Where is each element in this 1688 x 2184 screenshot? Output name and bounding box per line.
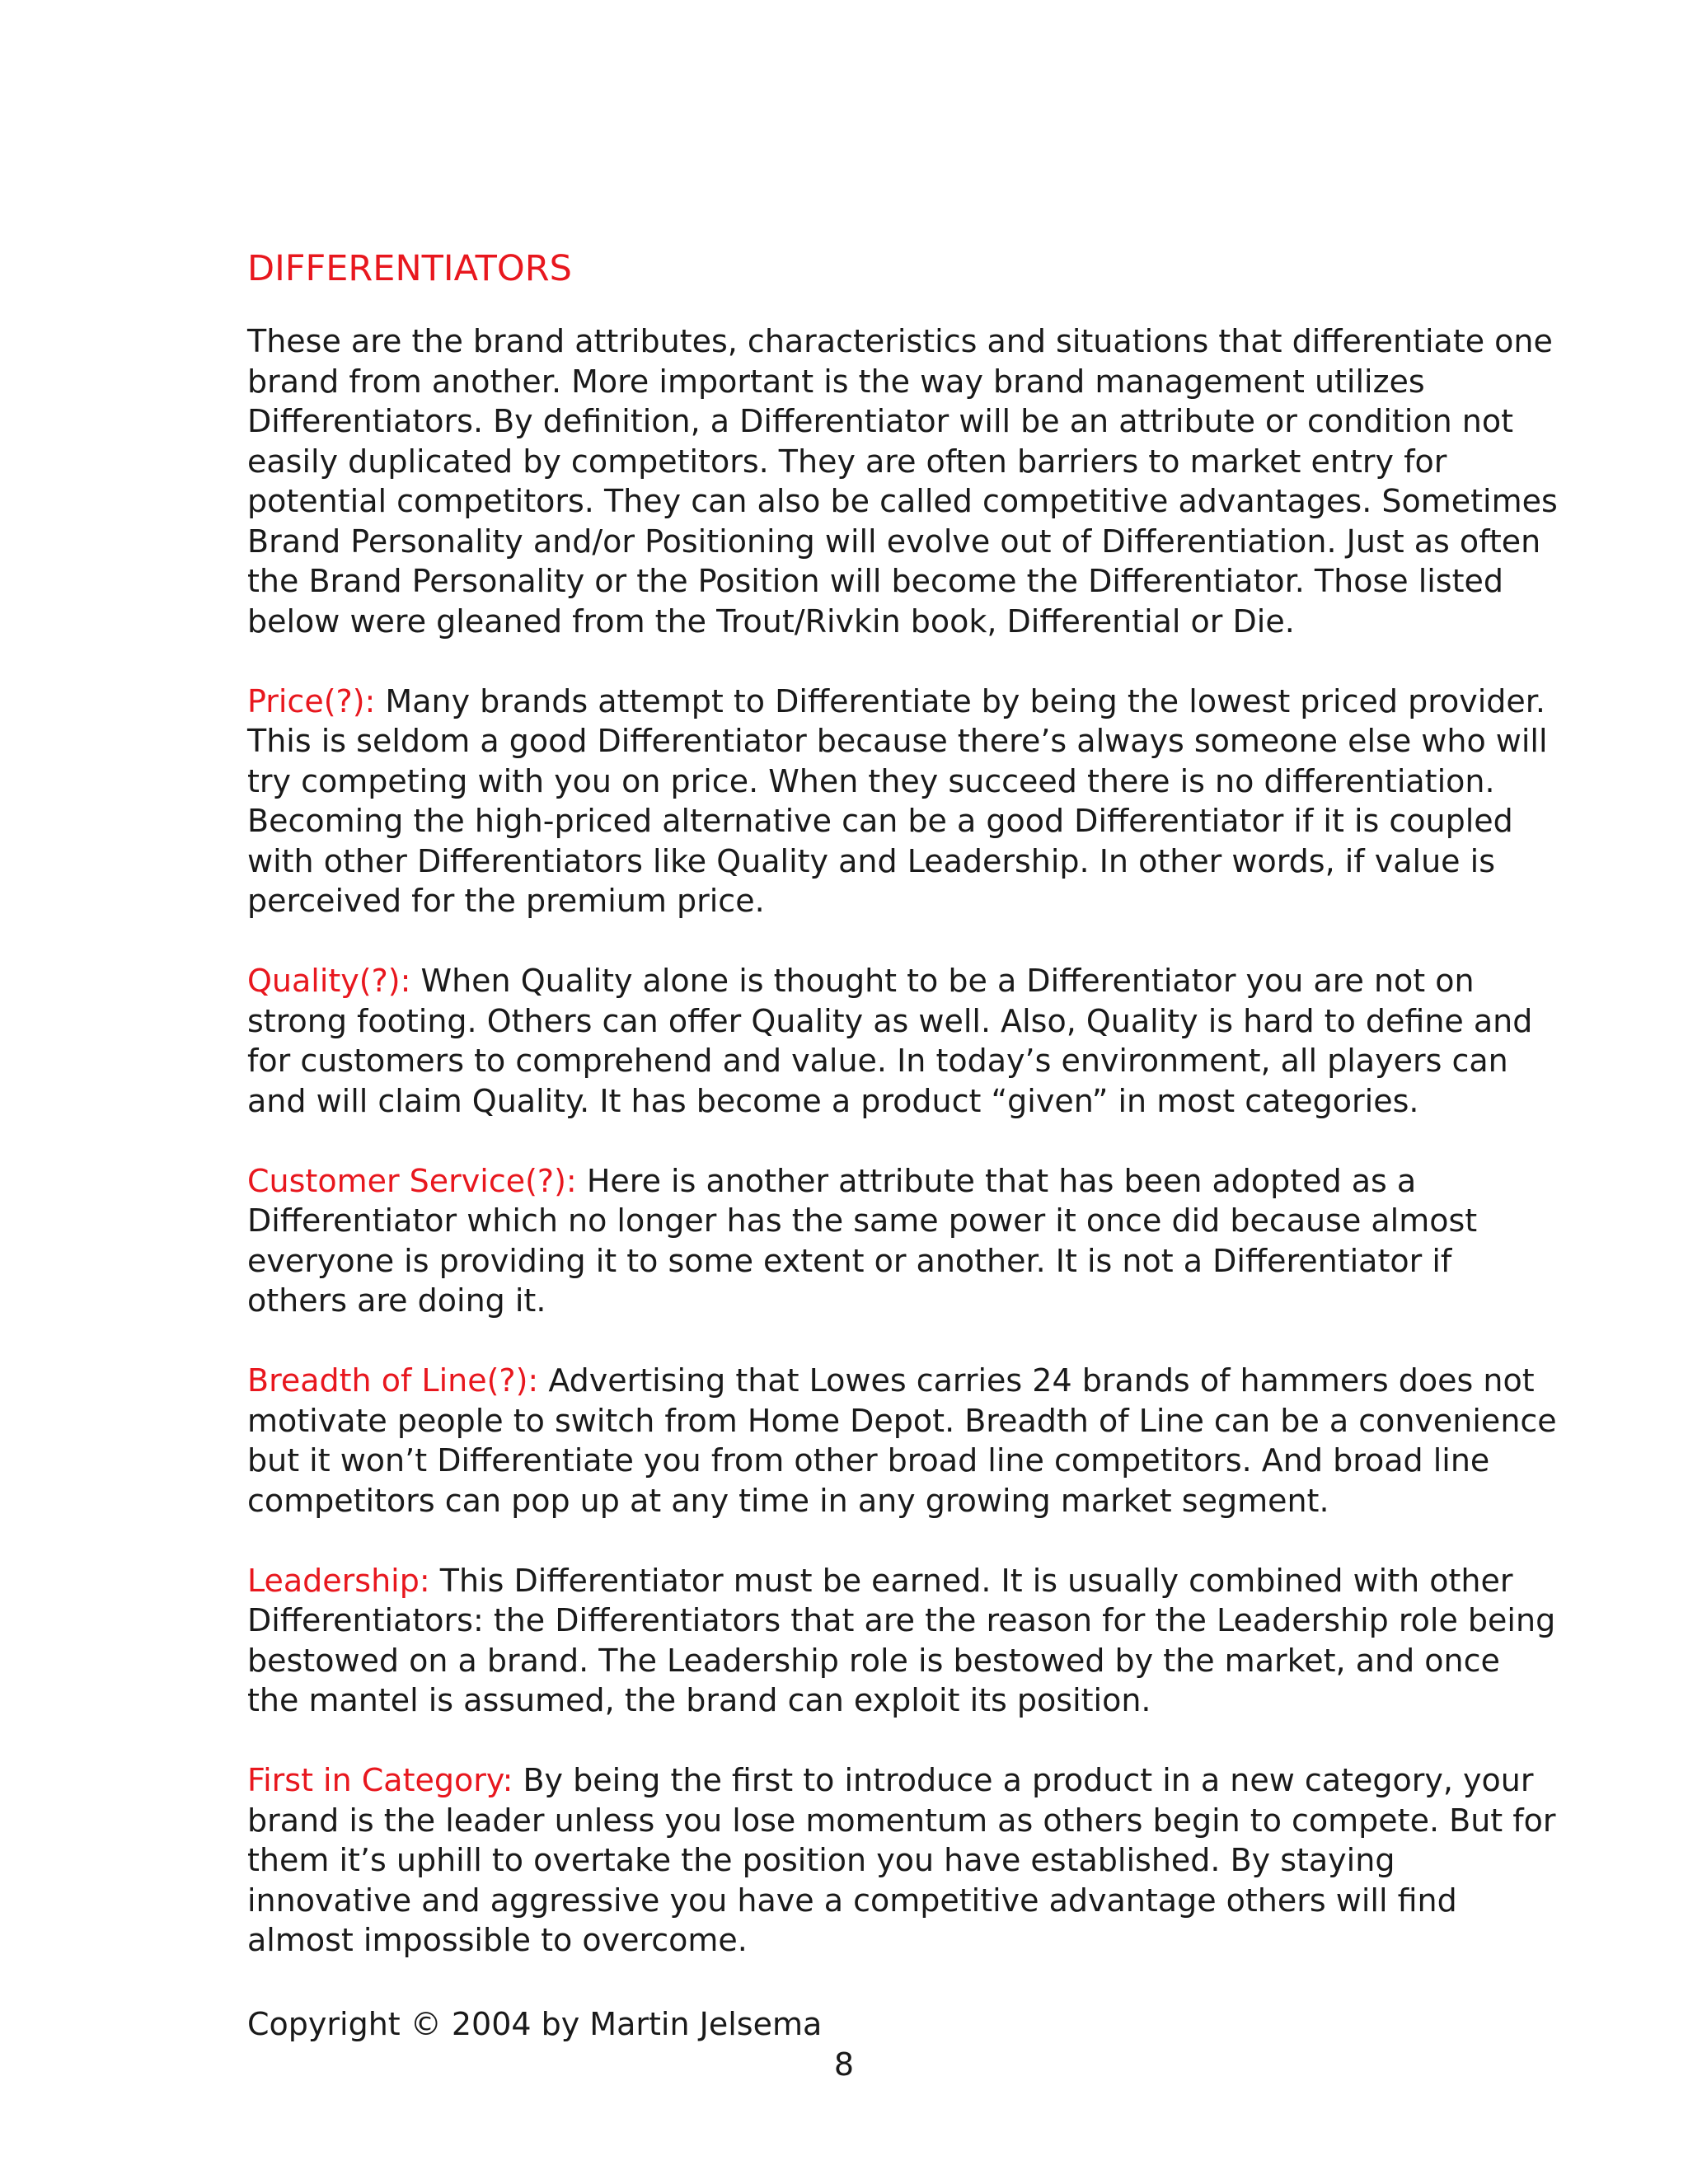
section-text: This Differentiator must be earned. It is usually combined with other Differentiators: the Differentiators that are the reason for the Leadership role being bestowed on a brand. The Leadership role is bestowed by the market, and once the mantel is assumed, the brand can exploit its position. — [247, 1562, 1556, 1718]
section-term: First in Category: — [247, 1762, 513, 1798]
section-term: Breadth of Line(?): — [247, 1362, 539, 1399]
section-term: Leadership: — [247, 1562, 430, 1599]
copyright-footer: Copyright © 2004 by Martin Jelsema — [247, 2006, 823, 2042]
section-quality — [247, 961, 1558, 1121]
section-price — [247, 682, 1558, 921]
section-text: Advertising that Lowes carries 24 brands of hammers does not motivate people to switch from Home Depot. Breadth of Line can be a convenience but it won’t Differentiate you from other broad line competitors. And broad line competitors can pop up at any time in any growing market segment. — [247, 1362, 1557, 1519]
section-term: Quality(?): — [247, 963, 411, 999]
page-number: 8 — [833, 2046, 855, 2083]
section-text: When Quality alone is thought to be a Differentiator you are not on strong footing. Others can offer Quality as well. Also, Quality is hard to define and for customers to comprehend and value. In today’s environment, all players can and will claim Quality. It has become a product “given” in most categories. — [247, 963, 1533, 1119]
section-term: Customer Service(?): — [247, 1162, 577, 1199]
page-heading: DIFFERENTIATORS — [247, 248, 572, 289]
section-text: Here is another attribute that has been adopted as a Differentiator which no longer has the same power it once did because almost everyone is providing it to some extent or another. It is not a Differentiator if others are doing it. — [247, 1162, 1478, 1319]
section-text: Many brands attempt to Differentiate by being the lowest priced provider. This is seldom a good Differentiator because there’s always someone else who will try competing with you on price. When they succeed there is no differentiation. Becoming the high-priced alternative can be a good Differentiator if it is coupled with other Differentiators like Quality and Leadership. In other words, if value is perceived for the premium price. — [247, 682, 1548, 919]
section-text: By being the first to introduce a product in a new category, your brand is the leader unless you lose momentum as others begin to compete. But for them it’s uphill to overtake the position you have established. By staying innovative and aggressive you have a competitive advantage others will find almost impossible to overcome. — [247, 1762, 1556, 1958]
section-term: Price(?): — [247, 682, 376, 719]
intro-paragraph: These are the brand attributes, characteristics and situations that differentiate one brand from another. More important is the way brand management utilizes Differentiators. By definition, a Differentiator will be an attribute or condition not easily duplicated by competitors. They are often barriers to market entry for potential competitors. They can also be called competitive advantages. Sometimes Brand Personality and/or Positioning will evolve out of Differentiation. Just as often the Brand Personality or the Position will become the Differentiator. Those listed below were gleaned from the Trout/Rivkin book, Differential or Die. — [247, 323, 1558, 640]
section-customer-service — [247, 1161, 1558, 1321]
page-content — [247, 244, 1558, 2000]
section-breadth-of-line — [247, 1361, 1558, 1521]
section-first-in-category — [247, 1760, 1558, 1961]
section-leadership — [247, 1561, 1558, 1721]
